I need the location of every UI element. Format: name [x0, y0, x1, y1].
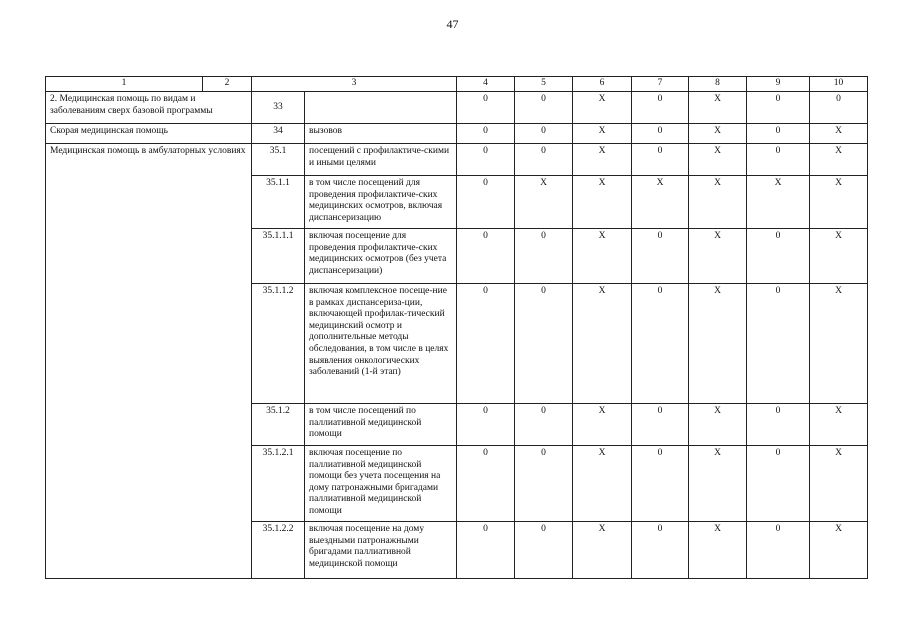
- value-cell: 0: [747, 284, 810, 404]
- value-cell: Х: [632, 176, 689, 229]
- table-row: [46, 92, 868, 124]
- value-cell: 0: [632, 144, 689, 176]
- column-number: 10: [810, 77, 868, 92]
- value-cell: Х: [689, 446, 747, 522]
- value-cell: 0: [457, 92, 515, 124]
- value-cell: 0: [457, 522, 515, 579]
- value-cell: 0: [515, 284, 573, 404]
- column-number: 6: [573, 77, 632, 92]
- row-unit: вызовов: [305, 124, 457, 144]
- column-number: 8: [689, 77, 747, 92]
- value-cell: 0: [747, 446, 810, 522]
- value-cell: Х: [515, 176, 573, 229]
- value-cell: Х: [573, 124, 632, 144]
- value-cell: Х: [573, 446, 632, 522]
- value-cell: Х: [573, 404, 632, 446]
- column-number: 5: [515, 77, 573, 92]
- column-number: 4: [457, 77, 515, 92]
- value-cell: Х: [810, 144, 868, 176]
- column-number: 1: [46, 77, 203, 92]
- column-number: 2: [203, 77, 252, 92]
- value-cell: Х: [810, 404, 868, 446]
- value-cell: 0: [810, 92, 868, 124]
- value-cell: 0: [457, 176, 515, 229]
- value-cell: 0: [632, 522, 689, 579]
- value-cell: Х: [689, 92, 747, 124]
- value-cell: 0: [457, 124, 515, 144]
- value-cell: 0: [457, 229, 515, 284]
- column-number-row: [46, 77, 868, 92]
- row-name: Медицинская помощь в амбулаторных условиях: [46, 144, 252, 579]
- row-code: 35.1.1.1: [252, 229, 305, 284]
- row-unit: посещений с профилактиче-скими и иными целями: [305, 144, 457, 176]
- column-number: 7: [632, 77, 689, 92]
- column-number: 9: [747, 77, 810, 92]
- data-table: [45, 76, 868, 579]
- value-cell: 0: [457, 284, 515, 404]
- value-cell: 0: [457, 144, 515, 176]
- value-cell: 0: [747, 404, 810, 446]
- value-cell: 0: [457, 446, 515, 522]
- column-number: 3: [252, 77, 457, 92]
- value-cell: Х: [689, 404, 747, 446]
- row-unit: включая комплексное посеще-ние в рамках диспансериза-ции, включающей профилак-тический медицинский осмотр и дополнительные методы обследования, в том числе в целях выявления онкологических заболеваний (1-й этап): [305, 284, 457, 404]
- row-code: 33: [252, 92, 305, 124]
- value-cell: Х: [573, 144, 632, 176]
- row-unit: [305, 92, 457, 124]
- value-cell: Х: [810, 284, 868, 404]
- value-cell: 0: [515, 229, 573, 284]
- value-cell: 0: [515, 92, 573, 124]
- value-cell: Х: [689, 124, 747, 144]
- value-cell: 0: [747, 229, 810, 284]
- value-cell: 0: [747, 92, 810, 124]
- row-unit: включая посещение на дому выездными патронажными бригадами паллиативной медицинской помощи: [305, 522, 457, 579]
- value-cell: Х: [689, 176, 747, 229]
- row-unit: в том числе посещений по паллиативной медицинской помощи: [305, 404, 457, 446]
- value-cell: Х: [810, 124, 868, 144]
- row-name: 2. Медицинская помощь по видам и заболеваниям сверх базовой программы: [46, 92, 252, 124]
- value-cell: Х: [573, 284, 632, 404]
- row-code: 35.1.2.1: [252, 446, 305, 522]
- row-code: 35.1.2.2: [252, 522, 305, 579]
- value-cell: Х: [689, 522, 747, 579]
- value-cell: Х: [573, 522, 632, 579]
- row-code: 35.1.1: [252, 176, 305, 229]
- table-row: [46, 144, 868, 176]
- value-cell: Х: [573, 176, 632, 229]
- value-cell: 0: [457, 404, 515, 446]
- value-cell: 0: [632, 404, 689, 446]
- value-cell: 0: [747, 124, 810, 144]
- row-code: 35.1: [252, 144, 305, 176]
- value-cell: 0: [632, 124, 689, 144]
- value-cell: 0: [515, 124, 573, 144]
- row-code: 35.1.1.2: [252, 284, 305, 404]
- row-unit: включая посещение по паллиативной медицинской помощи без учета посещения на дому патронажными бригадами паллиативной медицинской помощи: [305, 446, 457, 522]
- value-cell: Х: [810, 522, 868, 579]
- value-cell: 0: [632, 284, 689, 404]
- value-cell: Х: [573, 229, 632, 284]
- row-unit: включая посещение для проведения профилактиче-ских медицинских осмотров (без учета диспансеризации): [305, 229, 457, 284]
- row-name: Скорая медицинская помощь: [46, 124, 252, 144]
- value-cell: 0: [632, 229, 689, 284]
- value-cell: Х: [747, 176, 810, 229]
- value-cell: 0: [747, 144, 810, 176]
- row-code: 34: [252, 124, 305, 144]
- row-unit: в том числе посещений для проведения профилактиче-ских медицинских осмотров, включая диспансеризацию: [305, 176, 457, 229]
- value-cell: 0: [747, 522, 810, 579]
- value-cell: Х: [810, 229, 868, 284]
- table-row: [46, 124, 868, 144]
- value-cell: Х: [689, 284, 747, 404]
- value-cell: Х: [689, 144, 747, 176]
- value-cell: Х: [689, 229, 747, 284]
- value-cell: 0: [515, 522, 573, 579]
- value-cell: Х: [810, 176, 868, 229]
- value-cell: 0: [632, 446, 689, 522]
- value-cell: 0: [515, 144, 573, 176]
- value-cell: 0: [515, 446, 573, 522]
- value-cell: 0: [632, 92, 689, 124]
- value-cell: 0: [515, 404, 573, 446]
- value-cell: Х: [810, 446, 868, 522]
- row-code: 35.1.2: [252, 404, 305, 446]
- page-number: 47: [446, 17, 459, 31]
- value-cell: Х: [573, 92, 632, 124]
